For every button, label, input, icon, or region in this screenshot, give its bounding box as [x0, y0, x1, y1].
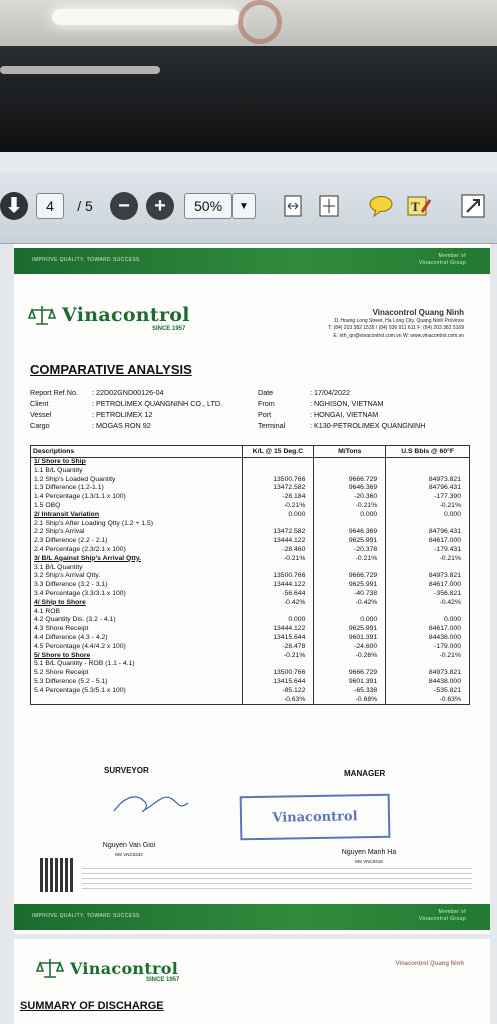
info-label: From [258, 399, 275, 408]
description-cell [31, 696, 243, 705]
band-member-line2: Vinacontrol Group [418, 916, 466, 922]
kl-cell [242, 564, 314, 573]
description-cell: 1.2 Ship's Loaded Quantity [31, 476, 243, 485]
bbl-cell: -177.390 [386, 493, 470, 502]
room-background [0, 0, 497, 48]
bbl-cell: 84438.000 [386, 634, 470, 643]
band-member [419, 909, 466, 923]
bbl-cell: 84973.821 [386, 572, 470, 581]
kl-cell: -28.478 [242, 643, 314, 652]
company-stamp [240, 794, 391, 841]
table-header-row [31, 446, 470, 458]
info-value: : HONGAI, VIETNAM [310, 410, 379, 419]
svg-text:T: T [411, 199, 420, 214]
info-label: Terminal [258, 421, 286, 430]
column-header: U.S Bbls @ 60°F [386, 446, 470, 458]
company-contact: T: (84) 203 382 1535 / (84) 936 911 611 F: (84) 203 382 5169 [328, 325, 464, 331]
table-row [31, 590, 470, 599]
kl-cell: 13500.766 [242, 669, 314, 678]
bbl-cell: 84617.000 [386, 537, 470, 546]
company-name: Vinacontrol Quang Ninh [395, 961, 464, 967]
band-member-line2: Vinacontrol Group [418, 260, 466, 266]
kl-cell: 13444.122 [242, 581, 314, 590]
table-row [31, 484, 470, 493]
table-row [31, 634, 470, 643]
description-cell: 1.1 B/L Quantity [31, 467, 243, 476]
surveyor-name: Nguyen Van Gioi [102, 842, 156, 849]
save-icon[interactable]: ⬇ [0, 192, 28, 220]
fullscreen-icon[interactable] [458, 190, 488, 222]
kl-cell: 13415.644 [242, 634, 314, 643]
kl-cell: 13444.122 [242, 537, 314, 546]
table-row [31, 564, 470, 573]
info-value: : MOGAS RON 92 [92, 421, 151, 430]
bbl-cell [386, 564, 470, 573]
description-cell: 2.4 Percentage (2.3/2.1 x 100) [31, 546, 243, 555]
mt-cell: 0.000 [314, 616, 386, 625]
manager-name: Nguyen Manh Ha [341, 849, 397, 856]
manager-label: MANAGER [344, 769, 386, 778]
mt-cell: -0.26% [314, 652, 386, 661]
manager-code: MS VNC0218 [355, 859, 383, 864]
description-cell: 5.3 Difference (5.2 - 5.1) [31, 678, 243, 687]
band-slogan: IMPROVE QUALITY, TOWARD SUCCESS [32, 913, 140, 919]
mt-cell: -65.338 [314, 687, 386, 696]
info-label: Vessel [30, 410, 52, 419]
table-row [31, 458, 470, 467]
table-row [31, 555, 470, 564]
kl-cell: -28.460 [242, 546, 314, 555]
info-label: Client [30, 399, 49, 408]
column-header: K/L @ 15 Deg.C [242, 446, 314, 458]
mt-cell: -20.360 [314, 493, 386, 502]
kl-cell [242, 520, 314, 529]
zoom-field[interactable] [184, 193, 232, 219]
description-cell: 4.4 Difference (4.3 - 4.2) [31, 634, 243, 643]
mt-cell: -20.378 [314, 546, 386, 555]
mt-cell: -0.21% [314, 555, 386, 564]
description-cell: 3.2 Ship's Arrival Qtty. [31, 572, 243, 581]
page-total-label: / 5 [77, 198, 93, 214]
page-count [70, 193, 100, 219]
description-cell: 4.3 Shore Receipt [31, 625, 243, 634]
info-label: Port [258, 410, 272, 419]
table-row [31, 669, 470, 678]
fine-print [82, 864, 472, 892]
info-label: Date [258, 388, 274, 397]
table-row [31, 520, 470, 529]
mt-cell: -40.738 [314, 590, 386, 599]
info-values-left [92, 387, 222, 431]
table-row [31, 608, 470, 617]
mt-cell: -0.68% [314, 696, 386, 705]
bbl-cell: -0.21% [386, 502, 470, 511]
mt-cell [314, 458, 386, 467]
bbl-cell: 84617.000 [386, 581, 470, 590]
bbl-cell: -535.821 [386, 687, 470, 696]
bbl-cell: 84796.431 [386, 484, 470, 493]
zoom-value: 50% [194, 198, 223, 214]
page-current: 4 [46, 198, 54, 214]
kl-cell: -0.21% [242, 502, 314, 511]
scales-logo-icon [36, 957, 64, 979]
mt-cell: 9646.369 [314, 528, 386, 537]
kl-cell: 13500.766 [242, 476, 314, 485]
kl-cell: -0.63% [242, 696, 314, 705]
bbl-cell: -0.42% [386, 599, 470, 608]
bbl-cell: 0.000 [386, 511, 470, 520]
pdf-page-4 [14, 244, 490, 934]
table-row [31, 616, 470, 625]
kl-cell: -0.21% [242, 652, 314, 661]
comment-icon[interactable] [366, 190, 396, 222]
mt-cell: 0.000 [314, 511, 386, 520]
kl-cell: -56.644 [242, 590, 314, 599]
bbl-cell: -356.821 [386, 590, 470, 599]
vinacontrol-logo [36, 957, 180, 983]
document-viewport[interactable] [0, 244, 497, 1024]
description-cell: 4.5 Percentage (4.4/4.2 x 100) [31, 643, 243, 652]
kl-cell: 13444.122 [242, 625, 314, 634]
mt-cell: -24.600 [314, 643, 386, 652]
mt-cell [314, 660, 386, 669]
info-values-right [310, 387, 425, 431]
scales-logo-icon [28, 304, 56, 326]
mt-cell [314, 564, 386, 573]
table-row [31, 467, 470, 476]
description-cell: 3.4 Percentage (3.3/3.1 x 100) [31, 590, 243, 599]
bbl-cell: 84973.821 [386, 476, 470, 485]
mt-cell: -0.42% [314, 599, 386, 608]
bbl-cell: -0.21% [386, 652, 470, 661]
table-row [31, 660, 470, 669]
description-cell: 1.3 Difference (1.2-1.1) [31, 484, 243, 493]
table-row [31, 572, 470, 581]
band-member-line1: Member of [438, 253, 466, 259]
bbl-cell [386, 608, 470, 617]
kl-cell: -28.184 [242, 493, 314, 502]
table-row [31, 652, 470, 661]
mt-cell: -0.21% [314, 502, 386, 511]
surveyor-code: MS VNC0234 [115, 852, 143, 857]
description-cell: 2/ Intransit Variation [31, 511, 243, 520]
mt-cell: 9625.991 [314, 625, 386, 634]
stamp-text: Vinacontrol [272, 808, 358, 826]
table-row [31, 696, 470, 705]
info-value: : PETROLIMEX 12 [92, 410, 153, 419]
mt-cell [314, 608, 386, 617]
mt-cell: 9601.391 [314, 634, 386, 643]
column-header: M/Tons [314, 446, 386, 458]
info-label: Report Ref.No. [30, 388, 78, 397]
table-row [31, 599, 470, 608]
mt-cell: 9625.991 [314, 581, 386, 590]
kl-cell: 13472.582 [242, 484, 314, 493]
kl-cell [242, 467, 314, 476]
bbl-cell: 84617.000 [386, 625, 470, 634]
info-value: : 22D02GND00126-04 [92, 388, 164, 397]
company-name: Vinacontrol Quang Ninh [372, 308, 464, 317]
column-header: Descriptions [31, 446, 243, 458]
bezel-reflection [0, 66, 160, 74]
bbl-cell: -0.21% [386, 555, 470, 564]
company-block [328, 309, 464, 340]
info-labels-right [258, 387, 285, 431]
header-band [14, 248, 490, 274]
bbl-cell: 84973.821 [386, 669, 470, 678]
description-cell: 1.4 Percentage (1.3/1.1 x 100) [31, 493, 243, 502]
kl-cell [242, 458, 314, 467]
kl-cell: 0.000 [242, 511, 314, 520]
table-row [31, 493, 470, 502]
logo-name: Vinacontrol [62, 304, 190, 326]
table-row [31, 537, 470, 546]
kl-cell [242, 608, 314, 617]
bbl-cell: 84796.431 [386, 528, 470, 537]
vinacontrol-logo [28, 304, 190, 332]
document-title: COMPARATIVE ANALYSIS [30, 362, 192, 377]
zoom-out-icon[interactable]: − [110, 192, 138, 220]
band-slogan: IMPROVE QUALITY, TOWARD SUCCESS [32, 257, 140, 263]
comparative-analysis-table [30, 445, 470, 705]
surveyor-signer [74, 841, 184, 859]
description-cell: 4/ Ship to Shore [31, 599, 243, 608]
fit-width-icon[interactable] [278, 190, 308, 222]
company-email: E: nth_qn@vinacontrol.com.vn W: www.vinacontrol.com.vn [333, 332, 464, 339]
surveyor-signature [110, 789, 190, 819]
summary-heading: SUMMARY OF DISCHARGE [20, 1000, 164, 1012]
mt-cell: 9625.991 [314, 537, 386, 546]
description-cell: 5/ Shore to Shore [31, 652, 243, 661]
description-cell: 5.1 B/L Quantity - ROB (1.1 - 4.1) [31, 660, 243, 669]
description-cell: 2.3 Difference (2.2 - 2.1) [31, 537, 243, 546]
band-member-line1: Member of [438, 909, 466, 915]
kl-cell: -0.42% [242, 599, 314, 608]
info-labels-left [30, 387, 78, 431]
company-block [395, 961, 464, 970]
table-row [31, 678, 470, 687]
bbl-cell: 0.000 [386, 616, 470, 625]
table-row [31, 625, 470, 634]
table-row [31, 476, 470, 485]
ceiling-light [52, 9, 240, 25]
description-cell: 5.2 Shore Receipt [31, 669, 243, 678]
kl-cell: 0.000 [242, 616, 314, 625]
table-body [31, 458, 470, 705]
description-cell: 1/ Shore to Ship [31, 458, 243, 467]
logo-name: Vinacontrol [70, 958, 179, 978]
description-cell: 2.2 Ship's Arrival [31, 528, 243, 537]
description-cell: 4.2 Quantity Dis. (3.2 - 4.1) [31, 616, 243, 625]
table-row [31, 581, 470, 590]
monitor-bezel [0, 46, 497, 154]
mt-cell [314, 520, 386, 529]
bbl-cell [386, 660, 470, 669]
footer-band [14, 904, 490, 930]
description-cell: 5.4 Percentage (5.3/5.1 x 100) [31, 687, 243, 696]
info-value: : 17/04/2022 [310, 388, 350, 397]
fit-page-icon[interactable] [314, 190, 344, 222]
kl-cell: 13415.644 [242, 678, 314, 687]
mt-cell: 9666.729 [314, 476, 386, 485]
mt-cell: 9601.391 [314, 678, 386, 687]
mt-cell: 9646.369 [314, 484, 386, 493]
surveyor-label: SURVEYOR [104, 766, 149, 775]
pdf-toolbar [0, 172, 497, 244]
zoom-in-icon[interactable]: + [146, 192, 174, 220]
description-cell: 1.5 OBQ [31, 502, 243, 511]
description-cell: 3.1 B/L Quantity [31, 564, 243, 573]
description-cell: 2.1 Ship's After Loading Qtty (1.2 + 1.5) [31, 520, 243, 529]
bbl-cell [386, 520, 470, 529]
bbl-cell: -179.000 [386, 643, 470, 652]
company-address: 11 Hoang Long Street, Ha Long City, Quang Ninh Province [333, 317, 464, 324]
kl-cell: 13472.582 [242, 528, 314, 537]
table-row [31, 643, 470, 652]
qr-code [40, 858, 74, 892]
logo-since: SINCE 1957 [152, 326, 186, 332]
info-value: : PETROLIMEX QUANGNINH CO., LTD. [92, 399, 223, 408]
kl-cell: -0.21% [242, 555, 314, 564]
description-cell: 3.3 Difference (3.2 - 3.1) [31, 581, 243, 590]
bbl-cell [386, 458, 470, 467]
highlight-icon[interactable] [404, 190, 434, 222]
table-row [31, 546, 470, 555]
band-member [419, 253, 466, 267]
page-number-field[interactable] [36, 193, 64, 219]
info-label: Cargo [30, 421, 50, 430]
mt-cell: 9666.729 [314, 669, 386, 678]
mt-cell [314, 467, 386, 476]
table-row [31, 511, 470, 520]
bbl-cell: 84438.000 [386, 678, 470, 687]
wall-decoration [238, 0, 282, 44]
bbl-cell: -179.431 [386, 546, 470, 555]
description-cell: 4.1 ROB [31, 608, 243, 617]
kl-cell: -85.122 [242, 687, 314, 696]
logo-since: SINCE 1957 [146, 977, 180, 983]
kl-cell: 13500.766 [242, 572, 314, 581]
table-row [31, 528, 470, 537]
kl-cell [242, 660, 314, 669]
info-value: : NGHISON, VIETNAM [310, 399, 384, 408]
bbl-cell [386, 467, 470, 476]
table-row [31, 687, 470, 696]
table-row [31, 502, 470, 511]
mt-cell: 9666.729 [314, 572, 386, 581]
bbl-cell: -0.63% [386, 696, 470, 705]
zoom-dropdown-icon[interactable]: ▼ [232, 193, 256, 219]
description-cell: 3/ B/L Against Ship's Arrival Qtty. [31, 555, 243, 564]
info-value: : K130-PETROLIMEX QUANGNINH [310, 421, 426, 430]
